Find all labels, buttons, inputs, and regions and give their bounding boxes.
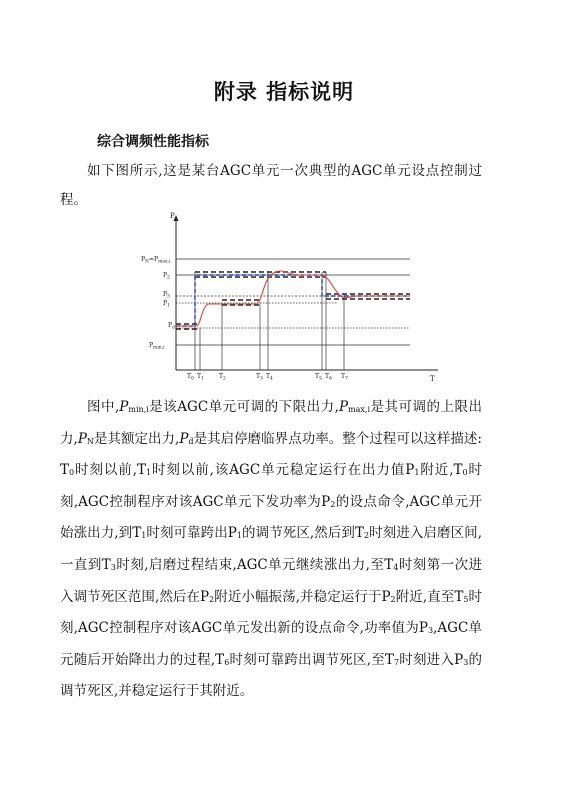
- x-label-t4: $T_4$: [266, 373, 273, 382]
- section-heading: 综合调频性能指标: [97, 134, 209, 150]
- setpoint-command-line: [176, 275, 410, 326]
- x-label-t1: $T_1$: [197, 373, 204, 382]
- intro-paragraph: 如下图所示,这是某台AGC单元一次典型的AGC单元设点控制过程。: [60, 163, 482, 208]
- y-label-p2: $P_2$: [163, 272, 170, 281]
- agc-control-process-figure: [138, 210, 438, 390]
- y-label-pmax: $P_N=P_{max,i}$: [141, 256, 171, 265]
- dead-bands: [176, 272, 410, 329]
- y-labels: [141, 256, 175, 351]
- x-label-t7: $T_7$: [341, 373, 348, 382]
- y-label-pd: $P_d$: [168, 322, 175, 331]
- x-label-t6: $T_6$: [325, 373, 332, 382]
- y-axis-label: P: [170, 212, 175, 220]
- y-label-p1: $P_1$: [163, 300, 170, 309]
- y-label-p3: $P_3$: [163, 291, 170, 300]
- x-label-t2: $T_2$: [219, 373, 226, 382]
- x-label-t5: $T_5$: [315, 373, 322, 382]
- x-labels: [187, 373, 348, 382]
- x-axis-label: T: [430, 375, 435, 383]
- x-label-t0: $T_0$: [187, 373, 194, 382]
- y-label-pmin: $P_{min,i}$: [149, 342, 165, 351]
- explanation-paragraph: 图中$,P_{min,i}$是该AGC单元可调的下限出力$,P_{max,i}$是其可调的上限出力$,P_N$是其额定出力$,P_d$是其启停磨临界点功率。整个过程可以这样描述: $T_0$时刻以前$,T_1$时刻以前,该AGC单元稳定运行在出力值$P_1$附近$,T_0$时刻,AGC控制程序对该AGC单元下发功率为$P_2$的设点命令,AGC单元开始涨出力,到$T_1$时刻可靠跨出$P_1$的调节死区,然后到$T_2$时刻进入启磨区间,一直到$T_3$时刻,启磨过程结束,AGC单元继续涨出力,至$T_4$时刻第一次进入调节死区范围,然后在$P_2$附近小幅振荡,并稳定运行于$P_2$附近,直至$T_5$时刻,AGC控制程序对该AGC单元发出新的设点命令,功率值为$P_3,AGC$单元随后开始降出力的过程$,T_6$时刻可靠跨出调节死区,至$T_7$时刻进入$P_3$的调节死区,并稳定运行于其附近。: [60, 399, 483, 700]
- figure-axes: [174, 215, 439, 370]
- page-title: 附录 指标说明: [213, 80, 355, 104]
- x-label-t3: $T_3$: [256, 373, 263, 382]
